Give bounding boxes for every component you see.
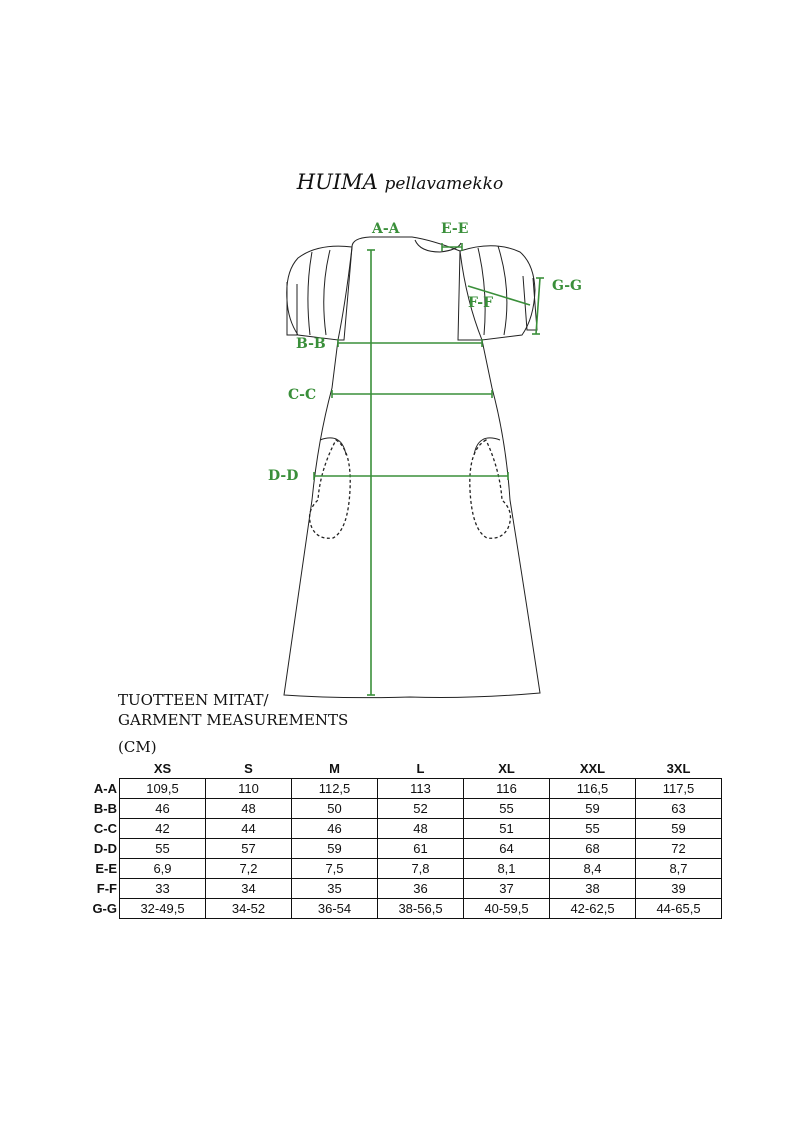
- table-cell: 39: [636, 879, 722, 899]
- table-cell: 57: [206, 839, 292, 859]
- right-pocket: [470, 440, 511, 538]
- measurement-lines: [314, 243, 544, 695]
- line-gg: [536, 278, 540, 334]
- label-aa: A-A: [372, 221, 400, 237]
- table-cell: 59: [292, 839, 378, 859]
- row-label: B-B: [93, 801, 117, 816]
- table-row: [88, 839, 722, 859]
- table-cell: 7,2: [206, 859, 292, 879]
- table-cell: 51: [464, 819, 550, 839]
- table-cell: 50: [292, 799, 378, 819]
- table-cell: 116,5: [550, 779, 636, 799]
- table-cell: 52: [378, 799, 464, 819]
- label-bb: B-B: [296, 336, 326, 352]
- heading-unit: (CM): [118, 738, 157, 756]
- row-label: F-F: [96, 881, 117, 896]
- title-main: HUIMA: [296, 170, 378, 194]
- table-cell: 35: [292, 879, 378, 899]
- table-cell: 113: [378, 779, 464, 799]
- table-cell: 8,1: [464, 859, 550, 879]
- right-pocket-edge: [474, 438, 500, 455]
- size-header: L: [416, 760, 425, 776]
- table-cell: 38: [550, 879, 636, 899]
- table-cell: 7,8: [378, 859, 464, 879]
- table-cell: 7,5: [292, 859, 378, 879]
- table-cell: 55: [550, 819, 636, 839]
- measurements-heading: [118, 690, 348, 757]
- table-cell: 6,9: [120, 859, 206, 879]
- table-row: [88, 859, 722, 879]
- right-sleeve-pleat: [498, 246, 507, 335]
- dress-outline: [284, 237, 540, 698]
- table-cell: 42: [120, 819, 206, 839]
- table-row: [88, 819, 722, 839]
- table-cell: 33: [120, 879, 206, 899]
- size-header: XXL: [579, 760, 606, 776]
- table-cell: 46: [292, 819, 378, 839]
- label-ee: E-E: [441, 221, 469, 237]
- row-label: E-E: [95, 861, 117, 876]
- table-cell: 116: [464, 779, 550, 799]
- table-row: [88, 879, 722, 899]
- left-sleeve-cuff: [287, 282, 297, 335]
- label-cc: C-C: [288, 387, 317, 403]
- row-label: D-D: [93, 841, 117, 856]
- table-cell: 36: [378, 879, 464, 899]
- table-cell: 61: [378, 839, 464, 859]
- dress-body: [284, 237, 540, 698]
- size-header-row: [88, 758, 722, 779]
- table-cell: 8,7: [636, 859, 722, 879]
- size-header: S: [244, 760, 253, 776]
- table-cell: 48: [206, 799, 292, 819]
- size-header: XL: [498, 760, 515, 776]
- table-row: [88, 799, 722, 819]
- table-cell: 44: [206, 819, 292, 839]
- table-cell: 110: [206, 779, 292, 799]
- table-cell: 46: [120, 799, 206, 819]
- table-cell: 8,4: [550, 859, 636, 879]
- left-pocket-edge: [320, 438, 346, 455]
- left-sleeve-pleat: [308, 252, 312, 335]
- table-cell: 72: [636, 839, 722, 859]
- table-cell: 112,5: [292, 779, 378, 799]
- label-dd: D-D: [268, 468, 299, 484]
- size-header: XS: [153, 760, 172, 776]
- row-label: A-A: [93, 781, 117, 796]
- table-row: [88, 899, 722, 919]
- table-cell: 48: [378, 819, 464, 839]
- table-cell: 34-52: [206, 899, 292, 919]
- table-cell: 55: [464, 799, 550, 819]
- table-cell: 32-49,5: [120, 899, 206, 919]
- size-table: [88, 758, 722, 919]
- table-cell: 117,5: [636, 779, 722, 799]
- table-cell: 63: [636, 799, 722, 819]
- row-label: G-G: [92, 901, 117, 916]
- table-cell: 68: [550, 839, 636, 859]
- label-ff: F-F: [468, 295, 494, 311]
- heading-line2: GARMENT MEASUREMENTS: [118, 711, 349, 729]
- table-cell: 37: [464, 879, 550, 899]
- table-row: [88, 779, 722, 799]
- heading-line1: TUOTTEEN MITAT/: [118, 691, 269, 709]
- table-cell: 55: [120, 839, 206, 859]
- table-cell: 38-56,5: [378, 899, 464, 919]
- size-header: M: [329, 760, 340, 776]
- table-cell: 36-54: [292, 899, 378, 919]
- title-sub: pellavamekko: [384, 174, 504, 194]
- table-cell: 42-62,5: [550, 899, 636, 919]
- left-pocket: [310, 440, 351, 538]
- pockets: [310, 440, 511, 538]
- left-sleeve-pleat: [324, 250, 330, 335]
- table-cell: 44-65,5: [636, 899, 722, 919]
- neckline: [415, 240, 461, 252]
- table-cell: 59: [636, 819, 722, 839]
- table-cell: 64: [464, 839, 550, 859]
- table-cell: 59: [550, 799, 636, 819]
- table-cell: 109,5: [120, 779, 206, 799]
- table-cell: 34: [206, 879, 292, 899]
- table-cell: 40-59,5: [464, 899, 550, 919]
- label-gg: G-G: [552, 278, 582, 294]
- table-corner: [88, 758, 120, 779]
- size-header: 3XL: [666, 760, 691, 776]
- row-label: C-C: [93, 821, 117, 836]
